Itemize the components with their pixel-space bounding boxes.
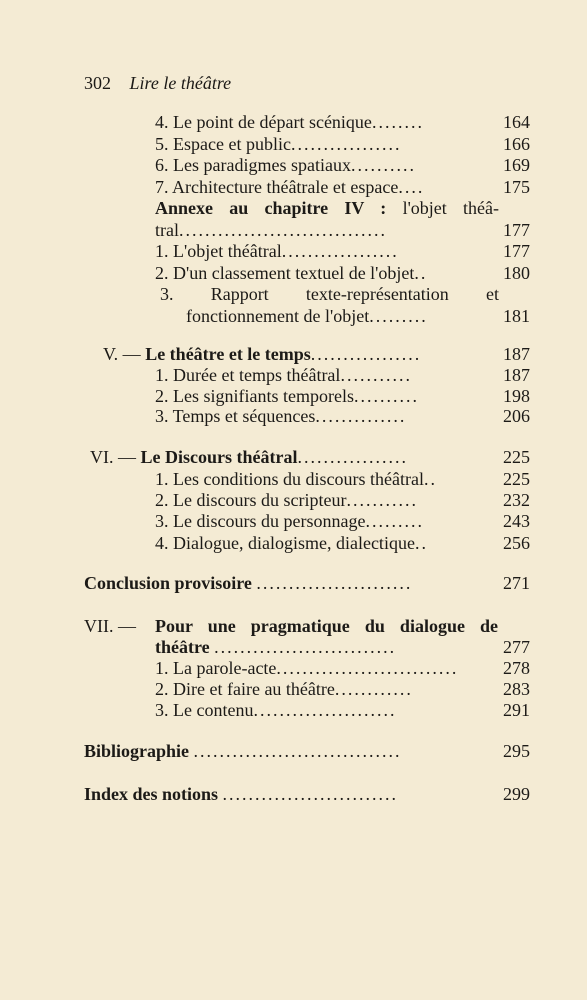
- running-header: [84, 73, 231, 94]
- toc-entry: 2. Le discours du scripteur........... 232: [155, 490, 530, 510]
- toc-entry: 3. Le contenu...................... 291: [155, 700, 530, 720]
- annexe-heading: Annexe au chapitre IV : l'objet théâ-: [155, 198, 500, 218]
- toc-entry: 4. Le point de départ scénique........ 164: [155, 112, 530, 132]
- toc-page-number: 232: [503, 490, 530, 510]
- toc-page-number: 181: [503, 306, 530, 326]
- chapter-heading: VI. — Le Discours théâtral................. 225: [90, 447, 530, 467]
- toc-page-number: 225: [503, 447, 530, 467]
- toc-page-number: 243: [503, 511, 530, 531]
- page-number: 302: [84, 73, 111, 93]
- toc-page-number: 175: [503, 177, 530, 197]
- toc-page-number: 271: [503, 573, 530, 593]
- toc-page-number: 206: [503, 406, 530, 426]
- toc-page-number: 187: [503, 365, 530, 385]
- toc-entry: 3. Le discours du personnage......... 243: [155, 511, 530, 531]
- toc-page-number: 299: [503, 784, 530, 804]
- chapter-heading: VII. — Pour une pragmatique du dialogue de: [84, 616, 498, 636]
- toc-page-number: 166: [503, 134, 530, 154]
- toc-entry: 1. Durée et temps théâtral........... 187: [155, 365, 530, 385]
- toc-entry-line: 3. Rapport texte-représentation et: [160, 284, 499, 304]
- toc-section-heading: Index des notions ........................... 299: [84, 784, 530, 804]
- toc-page-number: 177: [503, 220, 530, 240]
- toc-entry: théâtre ............................ 277: [155, 637, 530, 657]
- toc-entry: 2. D'un classement textuel de l'objet.. 180: [155, 263, 530, 283]
- toc-entry: 7. Architecture théâtrale et espace.... 175: [155, 177, 530, 197]
- toc-page-number: 169: [503, 155, 530, 175]
- toc-page-number: 291: [503, 700, 530, 720]
- toc-entry: fonctionnement de l'objet......... 181: [186, 306, 530, 326]
- toc-page-number: 225: [503, 469, 530, 489]
- toc-entry: 1. Les conditions du discours théâtral.. 225: [155, 469, 530, 489]
- toc-entry: 3. Temps et séquences.............. 206: [155, 406, 530, 426]
- toc-page-number: 187: [503, 344, 530, 364]
- running-title: Lire le théâtre: [129, 73, 232, 93]
- toc-page-number: 256: [503, 533, 530, 553]
- toc-entry: 1. La parole-acte............................ 278: [155, 658, 530, 678]
- toc-entry: 6. Les paradigmes spatiaux.......... 169: [155, 155, 530, 175]
- toc-page-number: 180: [503, 263, 530, 283]
- toc-entry: tral................................ 177: [155, 220, 530, 240]
- toc-entry: 5. Espace et public................. 166: [155, 134, 530, 154]
- toc-entry: 2. Dire et faire au théâtre............ 283: [155, 679, 530, 699]
- toc-entry: 1. L'objet théâtral.................. 177: [155, 241, 530, 261]
- toc-page-number: 164: [503, 112, 530, 132]
- toc-page-number: 278: [503, 658, 530, 678]
- chapter-heading: V. — Le théâtre et le temps................. 187: [103, 344, 530, 364]
- toc-page-number: 283: [503, 679, 530, 699]
- toc-page-number: 177: [503, 241, 530, 261]
- toc-entry: 2. Les signifiants temporels.......... 198: [155, 386, 530, 406]
- toc-section-heading: Bibliographie ................................ 295: [84, 741, 530, 761]
- toc-section-heading: Conclusion provisoire ........................ 271: [84, 573, 530, 593]
- toc-entry: 4. Dialogue, dialogisme, dialectique.. 256: [155, 533, 530, 553]
- toc-page-number: 295: [503, 741, 530, 761]
- toc-page-number: 277: [503, 637, 530, 657]
- toc-page-number: 198: [503, 386, 530, 406]
